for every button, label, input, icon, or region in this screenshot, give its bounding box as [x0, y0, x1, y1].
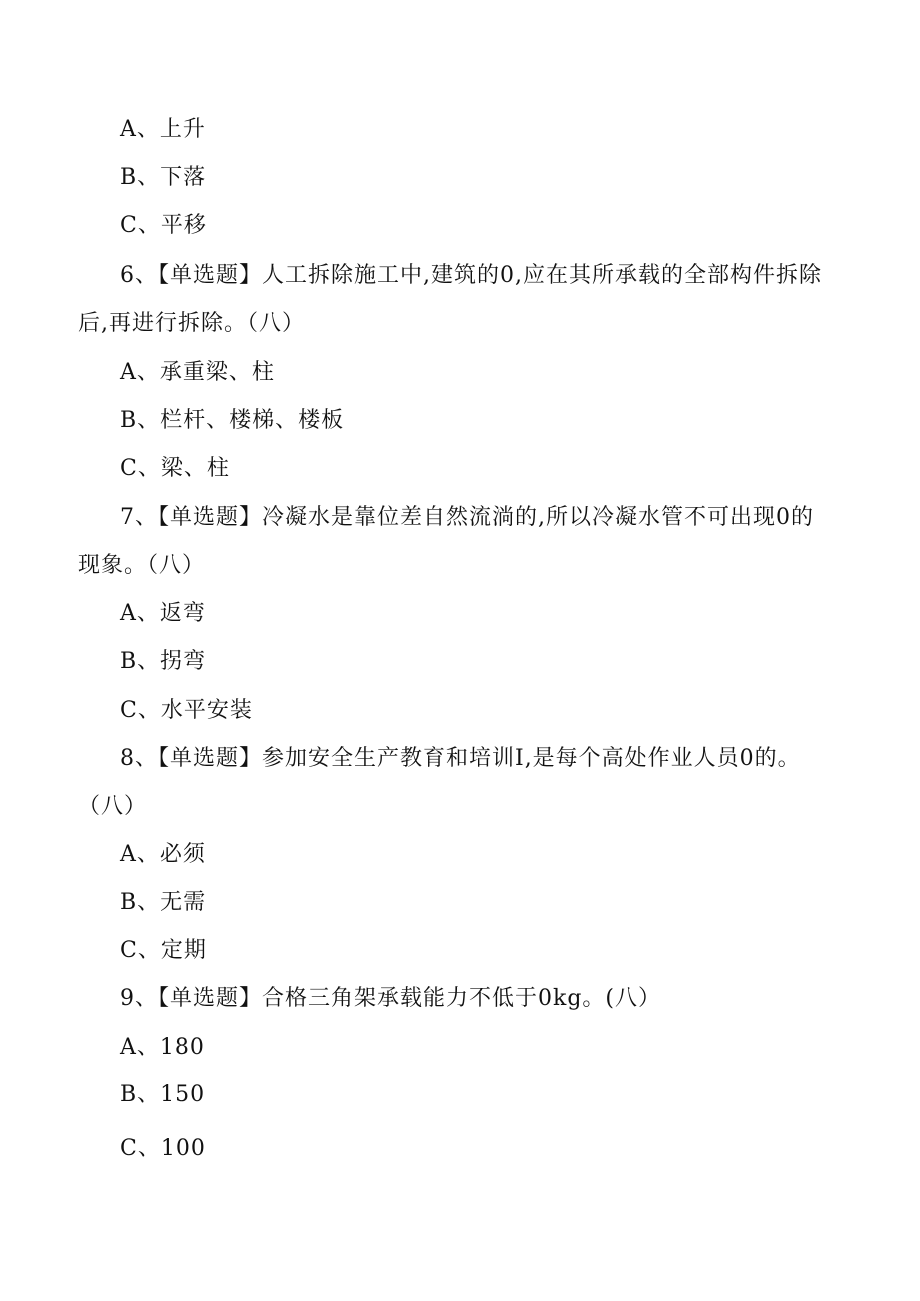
option-a: A、返弯 — [120, 601, 206, 626]
option-a: A、180 — [120, 1035, 205, 1060]
option-b: B、下落 — [120, 165, 207, 190]
option-c: C、100 — [120, 1136, 206, 1161]
question-7-text-cont: 现象。（八） — [78, 553, 206, 578]
question-8-text-cont: （八） — [78, 794, 148, 819]
question-7-text: 7、【单选题】冷凝水是靠位差自然流淌的,所以冷凝水管不可出现0的 — [120, 505, 814, 530]
option-c: C、水平安装 — [120, 698, 253, 723]
option-b: B、栏杆、楼梯、楼板 — [120, 408, 345, 433]
option-c: C、平移 — [120, 213, 207, 238]
option-a: A、必须 — [120, 842, 206, 867]
option-b: B、无需 — [120, 890, 207, 915]
question-6-text: 6、【单选题】人工拆除施工中,建筑的0,应在其所承载的全部构件拆除 — [120, 263, 822, 288]
option-b: B、拐弯 — [120, 649, 207, 674]
option-c: C、梁、柱 — [120, 456, 230, 481]
option-c: C、定期 — [120, 938, 207, 963]
question-8-text: 8、【单选题】参加安全生产教育和培训I,是每个高处作业人员0的。 — [120, 746, 801, 771]
question-6-text-cont: 后,再进行拆除。（八） — [78, 311, 305, 336]
option-b: B、150 — [120, 1082, 206, 1107]
option-a: A、承重梁、柱 — [120, 360, 275, 385]
question-9-text: 9、【单选题】合格三角架承载能力不低于0kg。(八） — [120, 986, 661, 1011]
option-a: A、上升 — [120, 117, 206, 142]
